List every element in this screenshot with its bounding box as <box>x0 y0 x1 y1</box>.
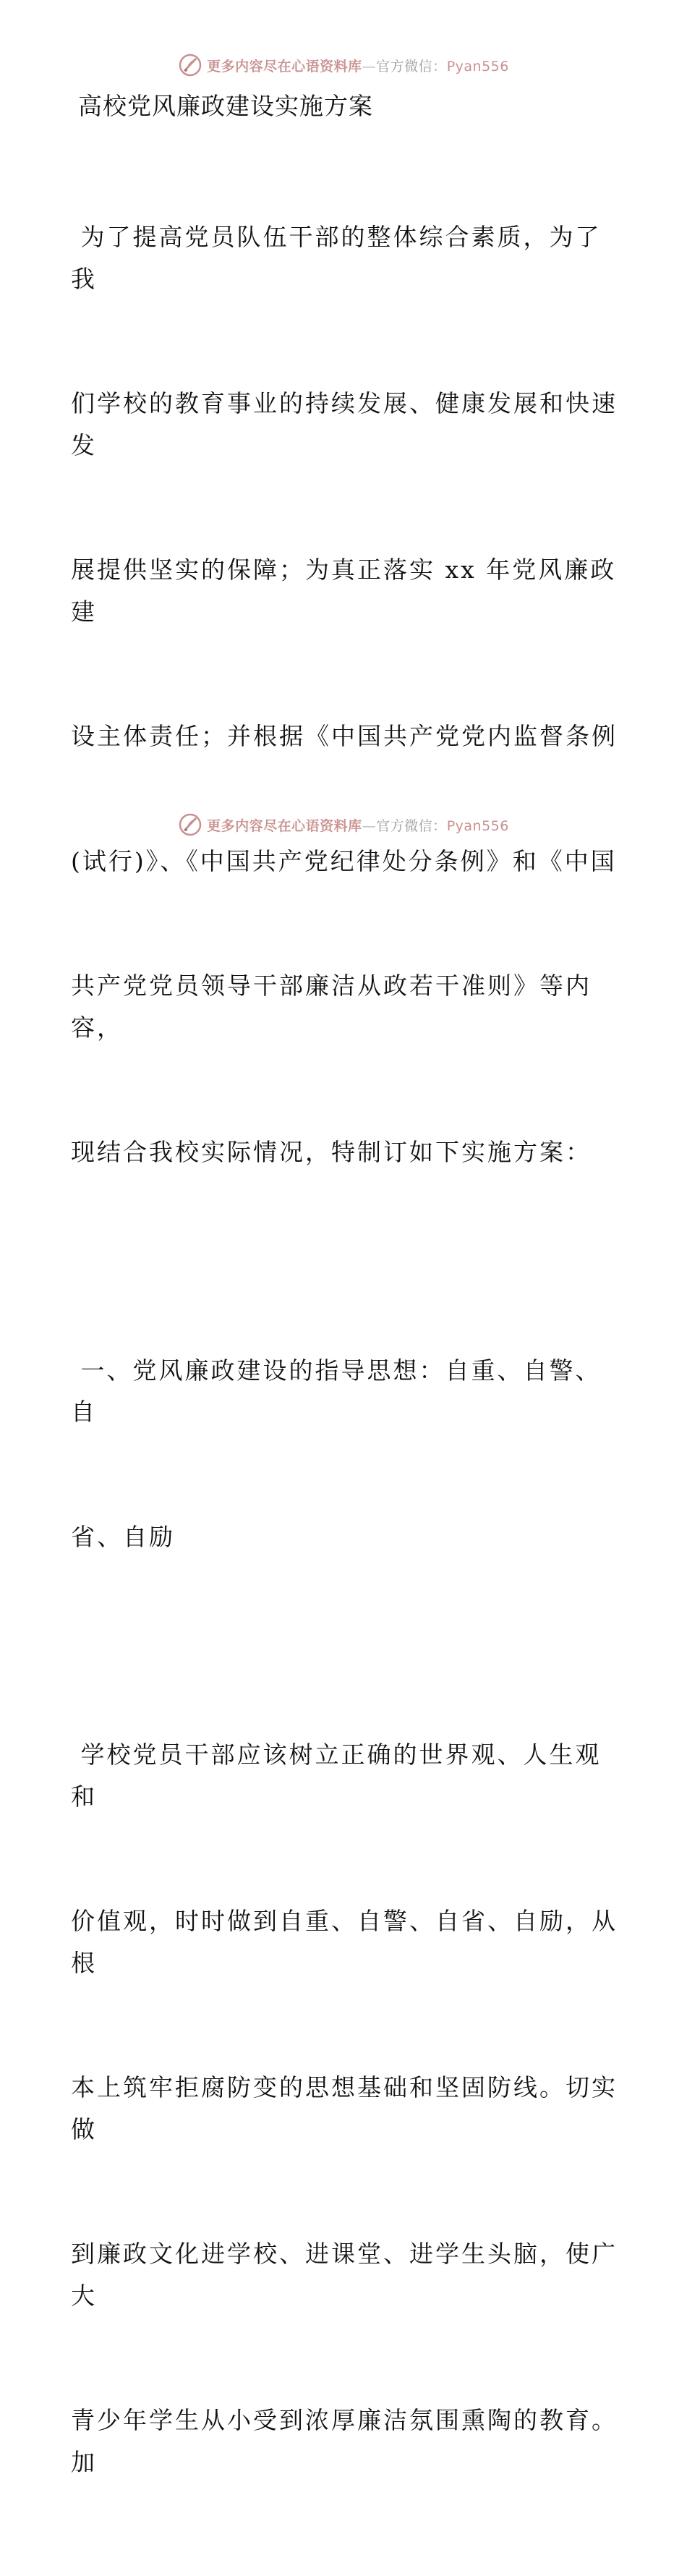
text-line: 本上筑牢拒腐防变的思想基础和坚固防线。切实做 <box>71 2073 618 2143</box>
watermark-main: 更多内容尽在心语资料库 <box>207 817 362 834</box>
text-line: 设主体责任；并根据《中国共产党党内监督条例 <box>71 722 618 750</box>
paragraph-section-body <box>71 1651 620 2566</box>
text-line: 学校党员干部应该树立正确的世界观、人生观和 <box>71 1740 602 1811</box>
text-line: 省、自励 <box>71 1522 175 1551</box>
text-line: 们学校的教育事业的持续发展、健康发展和快速发 <box>71 389 618 459</box>
header-watermark <box>0 51 687 80</box>
watermark-text <box>207 56 509 75</box>
feather-seal-icon <box>178 812 202 837</box>
paragraph-intro <box>71 133 620 1257</box>
text-line: 到廉政文化进学校、进课堂、进学生头脑，使广大 <box>71 2240 618 2310</box>
text-line: 共产党党员领导干部廉洁从政若干准则》等内容， <box>71 972 592 1042</box>
footer-watermark <box>0 810 687 839</box>
text-line: 价值观，时时做到自重、自警、自省、自励，从根 <box>71 1907 618 1977</box>
watermark-text <box>207 815 509 835</box>
text-line: 为了提高党员队伍干部的整体综合素质，为了我 <box>71 223 602 293</box>
text-line: 一、党风廉政建设的指导思想：自重、自警、自 <box>71 1356 602 1426</box>
feather-seal-icon <box>178 53 202 77</box>
text-line: (试行)》、《中国共产党纪律处分条例》和《中国 <box>71 846 617 875</box>
paragraph-section-heading <box>71 1267 620 1641</box>
watermark-wechat-id: Pyan556 <box>446 817 509 834</box>
document-title: 高校党风廉政建设实施方案 <box>78 92 373 120</box>
text-line: 展提供坚实的保障；为真正落实 xx 年党风廉政建 <box>71 556 617 626</box>
watermark-separator: — <box>362 58 377 75</box>
document-body <box>71 87 620 2576</box>
watermark-separator: — <box>362 817 377 834</box>
watermark-wechat-id: Pyan556 <box>446 58 509 75</box>
watermark-wechat-label: 官方微信： <box>376 58 447 75</box>
watermark-main: 更多内容尽在心语资料库 <box>207 58 362 75</box>
watermark-wechat-label: 官方微信： <box>376 817 447 834</box>
text-line: 现结合我校实际情况，特制订如下实施方案： <box>71 1138 592 1166</box>
text-line: 青少年学生从小受到浓厚廉洁氛围熏陶的教育。加 <box>71 2406 618 2476</box>
